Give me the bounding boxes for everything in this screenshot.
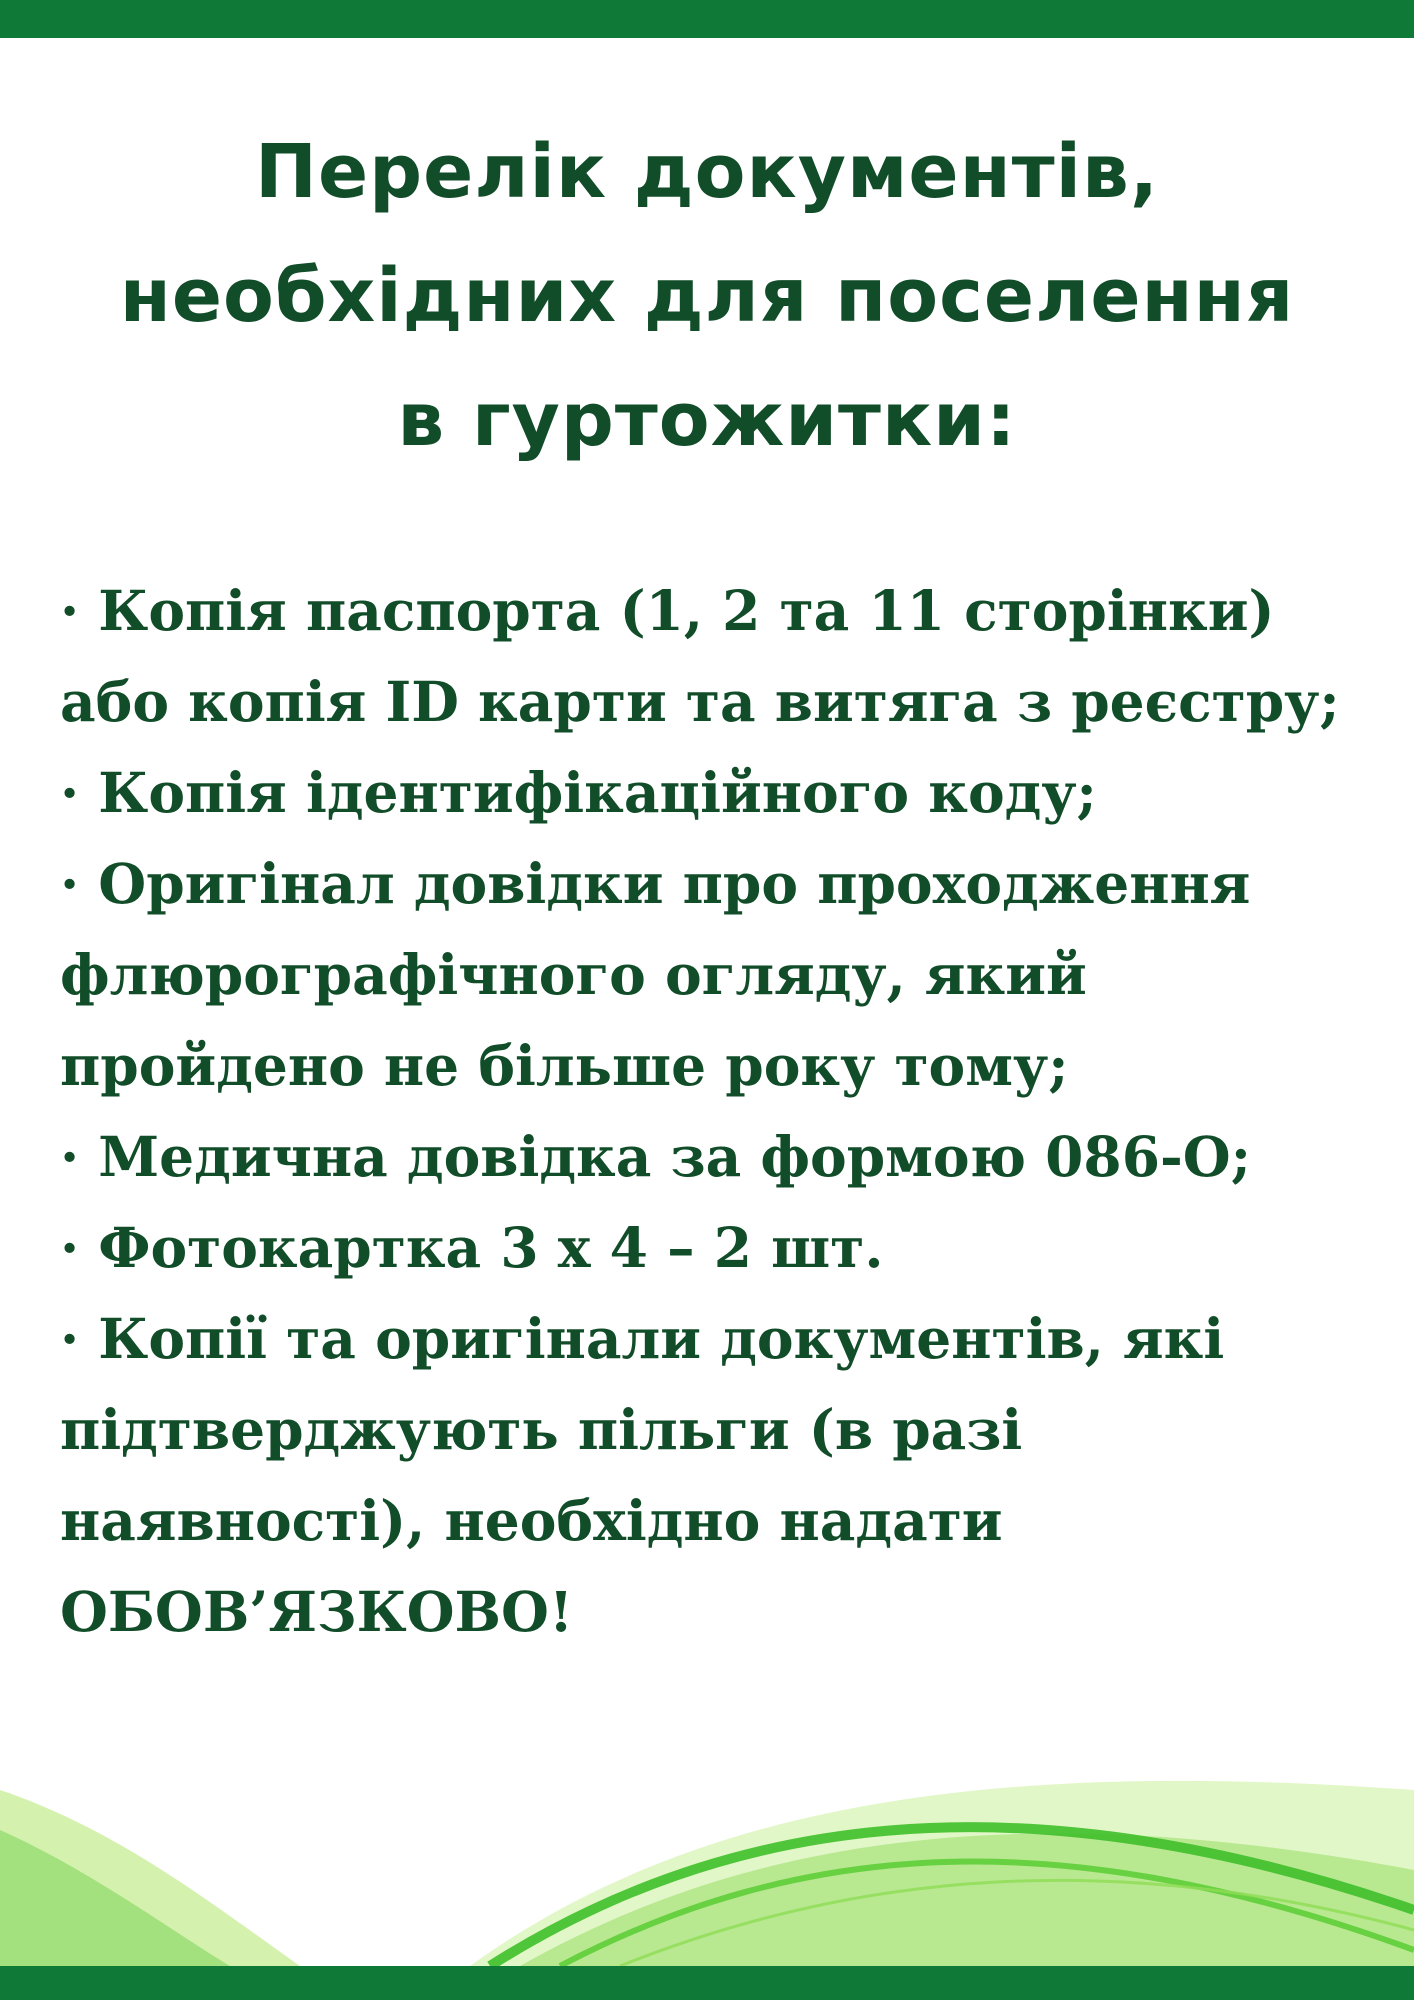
title-line-3: в гуртожитки: — [397, 377, 1017, 463]
list-line: · Копія паспорта (1, 2 та 11 сторінки) — [60, 578, 1275, 643]
title-line-2: необхідних для поселення — [119, 253, 1295, 339]
list-line: · Медична довідка за формою 086-О; — [60, 1124, 1252, 1189]
page-title — [0, 110, 1414, 482]
title-line-1: Перелік документів, — [255, 129, 1159, 215]
list-line: · Копія ідентифікаційного коду; — [60, 760, 1097, 825]
list-line: флюрографічного огляду, який — [60, 942, 1087, 1007]
list-line: пройдено не більше року тому; — [60, 1033, 1069, 1098]
list-line: підтверджують пільги (в разі — [60, 1397, 1023, 1462]
list-line: · Фотокартка 3 х 4 – 2 шт. — [60, 1215, 884, 1280]
list-line: · Оригінал довідки про проходження — [60, 851, 1251, 916]
bottom-green-bar — [0, 1966, 1414, 2000]
top-green-bar — [0, 0, 1414, 38]
list-line: · Копії та оригінали документів, які — [60, 1306, 1225, 1371]
green-wave-decoration — [0, 1760, 1414, 1966]
list-line: ОБОВ’ЯЗКОВО! — [60, 1579, 574, 1644]
list-line: або копія ID карти та витяга з реєстру; — [60, 669, 1340, 734]
list-line: наявності), необхідно надати — [60, 1488, 1003, 1553]
documents-list — [60, 565, 1380, 1657]
